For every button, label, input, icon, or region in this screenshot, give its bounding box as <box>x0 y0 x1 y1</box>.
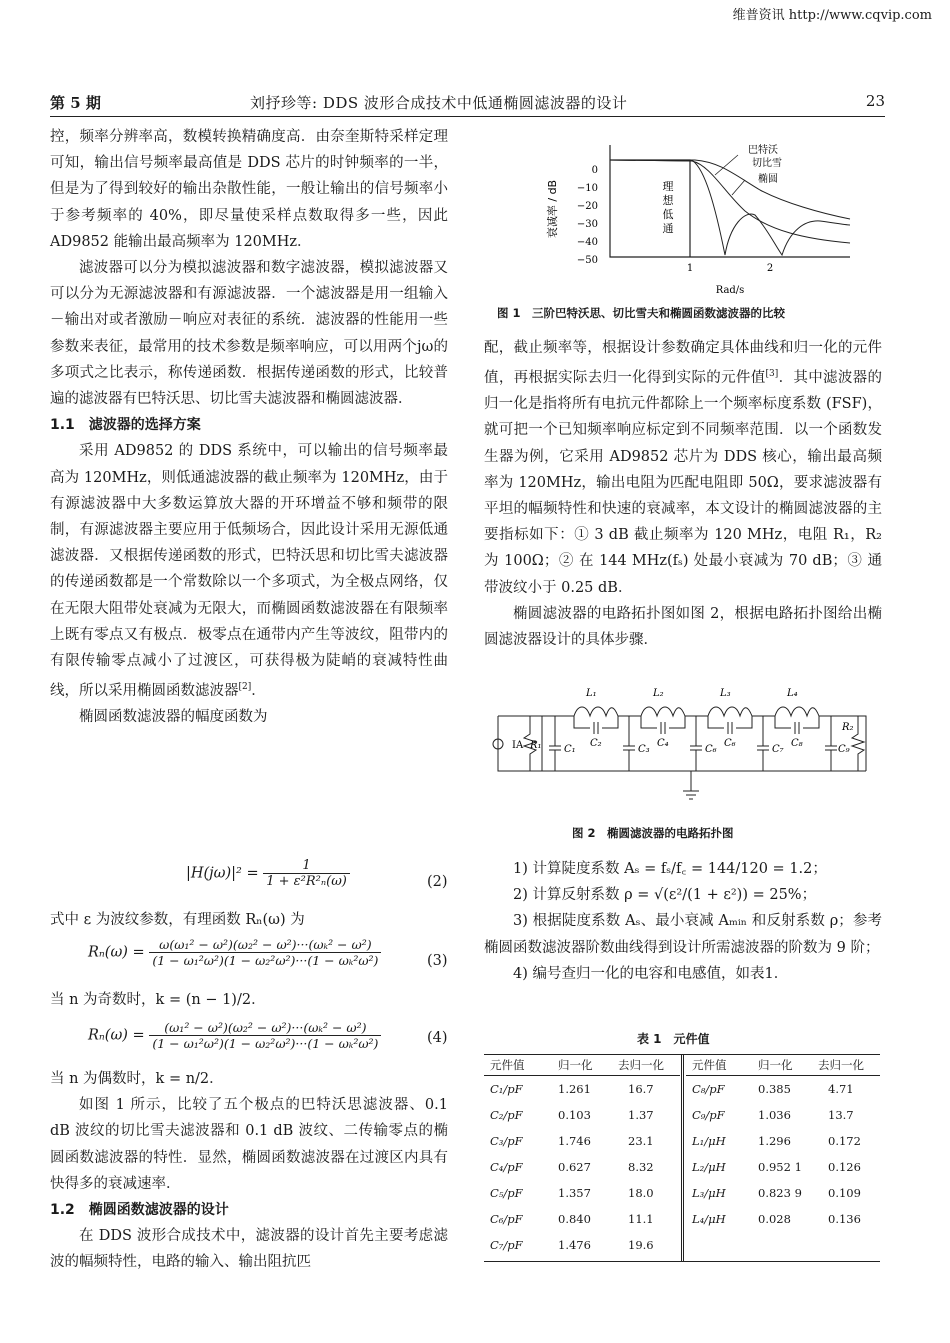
paragraph: 配，截止频率等，根据设计参数确定具体曲线和归一化的元件值，再根据实际去归一化得到实际的元件值[3]．其中滤波器的归一化是指将所有电抗元件都除上一个频率标度系数 (FSF)，就可把一个已知频率响应标定到不同频率范围．以一个函数发生器为例，它采用 AD9852 芯片为 DDS 核心，输出最高频率为 120MHz，输出电阻为匹配电阻即 50Ω，要求滤波器有平坦的幅频特性和快速的衰减率，本文设计的椭圆滤波器的主要指标如下：① 3 dB 截止频率为 120 MHz，电阻 R₁，R₂ 为 100Ω；② 在 144 MHz(fₛ) 处最小衰减为 70 dB；③ 通带波纹小于 0.25 dB． <box>484 340 883 596</box>
table-1-title: 表 1 元件值 <box>637 1032 710 1046</box>
label-c6: C₆ <box>724 738 736 749</box>
inductor-l3 <box>708 707 752 716</box>
citation: [3] <box>765 369 779 380</box>
right-column <box>484 335 882 653</box>
issue-number: 第 5 期 <box>50 94 101 112</box>
equation-4 <box>88 1020 381 1051</box>
ideal-label: 想 <box>662 194 674 207</box>
table-divider <box>683 1055 684 1261</box>
shunt-c3 <box>623 716 635 771</box>
equation-number: (4) <box>427 1030 448 1046</box>
running-header <box>50 92 885 117</box>
table-row: C₅/pF 1.357 18.0 <box>490 1186 654 1200</box>
label-c8: C₈ <box>791 738 803 749</box>
col-header: 元件值 <box>692 1058 727 1072</box>
x-tick: 2 <box>766 263 774 274</box>
ideal-label: 理 <box>662 180 674 193</box>
y-axis-label: 衰减率 / dB <box>546 179 559 239</box>
y-tick: −50 <box>576 255 598 266</box>
label-l3: L₃ <box>720 688 731 699</box>
eq-lhs: Rₙ(ω) = <box>88 1027 145 1044</box>
elliptic-curve <box>610 160 850 255</box>
capacitor-c8 <box>775 716 819 734</box>
eq-denominator: (1 − ω₁²ω²)(1 − ω₂²ω²)···(1 − ωₖ²ω²) <box>152 1036 379 1051</box>
shunt-c9 <box>825 716 837 771</box>
legend-pointer <box>715 155 738 175</box>
table-row: C₁/pF 1.261 16.7 <box>490 1082 654 1096</box>
table-row: C₂/pF 0.103 1.37 <box>490 1108 654 1122</box>
section-heading: 1.1 滤波器的选择方案 <box>50 417 201 434</box>
circuit-diagram <box>486 676 882 806</box>
table-row <box>686 1232 880 1258</box>
citation: [2] <box>238 682 252 693</box>
table-left <box>484 1055 680 1258</box>
shunt-c7 <box>757 716 769 771</box>
step: 2) 计算反射系数 ρ = √(ε²/(1 + ε²)) = 25%； <box>513 887 817 904</box>
capacitor-c6 <box>708 716 752 734</box>
paragraph: 在 DDS 波形合成技术中，滤波器的设计首先主要考虑滤波的幅频特性，电路的输入、输出阻抗匹 <box>50 1228 448 1271</box>
table-row: C₇/pF 1.476 19.6 <box>490 1238 654 1252</box>
x-axis-label: Rad/s <box>715 285 745 296</box>
col-header: 去归一化 <box>618 1058 664 1072</box>
section-heading: 1.2 椭圆函数滤波器的设计 <box>50 1202 229 1219</box>
legend-chebyshev: 切比雪 <box>752 158 782 169</box>
label-l4: L₄ <box>787 688 798 699</box>
paragraph: 椭圆函数滤波器的幅度函数为 <box>79 709 268 726</box>
table-row: C₈/pF 0.385 4.71 <box>692 1082 854 1096</box>
table-1 <box>484 1054 880 1262</box>
figure-1-caption: 图 1 三阶巴特沃思、切比雪夫和椭圆函数滤波器的比较 <box>497 306 786 320</box>
ground-symbol <box>683 771 699 799</box>
paragraph: 如图 1 所示，比较了五个极点的巴特沃思滤波器、0.1 dB 波纹的切比雪夫滤波器和 0.1 dB 波纹、二传输零点的椭圆函数滤波器的特性．显然，椭圆函数滤波器在过渡区内具有快得多的衰减速率． <box>50 1097 448 1192</box>
page-number: 23 <box>865 92 885 110</box>
table-row: L₃/μH 0.823 9 0.109 <box>692 1186 861 1200</box>
paragraph: 当 n 为偶数时，k = n/2． <box>50 1071 224 1087</box>
eq-numerator: 1 <box>263 858 350 874</box>
paragraph: 当 n 为奇数时，k = (n − 1)/2． <box>50 992 266 1008</box>
equation-2 <box>186 858 350 889</box>
left-column-d <box>50 1066 448 1276</box>
label-c2: C₂ <box>590 738 602 749</box>
table-row: C₃/pF 1.746 23.1 <box>490 1134 654 1148</box>
ylabel <box>545 180 559 238</box>
chebyshev-curve <box>610 160 850 243</box>
shunt-c1 <box>542 716 561 771</box>
ideal-label: 低 <box>662 208 674 221</box>
right-column-steps <box>484 856 882 987</box>
y-tick: −30 <box>576 219 598 230</box>
y-tick: 0 <box>591 165 598 176</box>
eq-denominator: (1 − ω₁²ω²)(1 − ω₂²ω²)···(1 − ωₖ²ω²) <box>152 953 379 968</box>
table-row: L₄/μH 0.028 0.136 <box>692 1212 861 1226</box>
eq-denominator: 1 + ε²R²ₙ(ω) <box>266 874 347 889</box>
wire <box>498 716 866 771</box>
legend-butterworth: 巴特沃 <box>748 145 778 156</box>
capacitor-c4 <box>641 716 685 734</box>
table-row: L₂/μH 0.952 1 0.126 <box>692 1160 861 1174</box>
paragraph: 椭圆滤波器的电路拓扑图如图 2，根据电路拓扑图给出椭圆滤波器设计的具体步骤． <box>484 605 882 649</box>
y-tick: −40 <box>576 237 598 248</box>
paragraph: 式中 ε 为波纹参数，有理函数 Rₙ(ω) 为 <box>50 912 305 928</box>
table-right <box>686 1055 880 1258</box>
figure-1 <box>520 135 880 300</box>
eq-numerator: (ω₁² − ω²)(ω₂² − ω²)···(ωₖ² − ω²) <box>149 1020 381 1036</box>
step: 1) 计算陡度系数 Aₛ = fₛ/f꜀ = 144/120 = 1.2； <box>513 861 827 877</box>
table-row: C₉/pF 1.036 13.7 <box>692 1108 854 1122</box>
ideal-lowpass-line <box>610 160 690 257</box>
step: 4) 编号查归一化的电容和电感值，如表1． <box>513 965 789 982</box>
label-r2: R₂ <box>842 722 854 733</box>
capacitor-c2 <box>574 716 618 734</box>
x-tick: 1 <box>686 263 694 274</box>
left-column <box>50 124 448 731</box>
inductor-l2 <box>641 707 685 716</box>
step: 3) 根据陡度系数 Aₛ、最小衰减 Aₘᵢₙ 和反射系数 ρ；参考椭圆函数滤波器阶数曲线得到设计所需滤波器的阶数为 9 阶； <box>484 913 882 956</box>
paragraph: 采用 AD9852 的 DDS 系统中，可以输出的信号频率最高为 120MHz，则低通滤波器的截止频率为 120MHz，由于有源滤波器中大多数运算放大器的开环增益不够和频带的限制，有源滤波器主要应用于低频场合，因此设计采用无源低通滤波器．又根据传递函数的形式，巴特沃思和切比雪夫滤波器的传递函数都是一个常数除以一个多项式，为全极点网络，仅在无限大阻带处衰减为无限大，而椭圆函数滤波器在有限频率上既有零点又有极点．极零点在通带内产生等波纹，阻带内的有限传输零点减小了过渡区，可获得极为陡峭的衰减特性曲线，所以采用椭圆函数滤波器[2]． <box>50 443 448 700</box>
table-row: C₆/pF 0.840 11.1 <box>490 1212 654 1226</box>
col-header: 元件值 <box>490 1058 525 1072</box>
watermark: 维普资讯 http://www.cqvip.com <box>732 8 932 23</box>
y-tick: −20 <box>576 201 598 212</box>
equation-3 <box>88 937 381 968</box>
inductor-l4 <box>775 707 819 716</box>
eq-lhs: Rₙ(ω) = <box>88 944 145 961</box>
label-source: IA <box>512 740 524 751</box>
label-l2: L₂ <box>653 688 664 699</box>
equation-number: (3) <box>427 953 448 969</box>
left-column-c <box>50 987 448 1013</box>
inductor-l1 <box>574 707 618 716</box>
resistor-r2 <box>852 716 864 771</box>
label-c4: C₄ <box>657 738 669 749</box>
table-row: C₄/pF 0.627 8.32 <box>490 1160 654 1174</box>
label-c7: C₇ <box>772 744 784 755</box>
eq-numerator: ω(ω₁² − ω²)(ω₂² − ω²)···(ωₖ² − ω²) <box>149 937 381 953</box>
col-header: 去归一化 <box>818 1058 864 1072</box>
table-divider <box>681 1055 682 1261</box>
figure-2-caption: 图 2 椭圆滤波器的电路拓扑图 <box>572 826 734 840</box>
label-c3: C₃ <box>638 744 650 755</box>
equation-number: (2) <box>427 874 448 890</box>
eq-lhs: |H(jω)|² = <box>186 865 259 882</box>
shunt-c5 <box>690 716 702 771</box>
left-column-b <box>50 907 448 933</box>
label-c1: C₁ <box>564 744 576 755</box>
legend-elliptic: 椭圆 <box>758 174 778 185</box>
figure-2 <box>486 676 882 806</box>
ideal-label: 通 <box>662 222 674 235</box>
table-row: L₁/μH 1.296 0.172 <box>692 1134 861 1148</box>
label-l1: L₁ <box>586 688 597 699</box>
running-title: 刘抒珍等: DDS 波形合成技术中低通椭圆滤波器的设计 <box>250 94 628 112</box>
y-tick: −10 <box>576 183 598 194</box>
attenuation-plot <box>520 135 880 300</box>
label-c5: C₆ <box>705 744 717 755</box>
paragraph: 控，频率分辨率高，数模转换精确度高．由奈奎斯特采样定理可知，输出信号频率最高值是 DDS 芯片的时钟频率的一半，但是为了得到较好的输出杂散性能，一般让输出的信号频率小于参考频率的 40%，即尽量使采样点数取得多一些，因此 AD9852 能输出最高频率为 120MHz． <box>50 129 448 250</box>
label-r1: R₁ <box>530 740 542 751</box>
paragraph: 滤波器可以分为模拟滤波器和数字滤波器，模拟滤波器又可以分为无源滤波器和有源滤波器．一个滤波器是用一组输入－输出对或者激励－响应对表征的系统．滤波器的性能用一些参数来表征，最常用的技术参数是频率响应，可以用两个jω的多项式之比表示，称传递函数．根据传递函数的形式，比较普遍的滤波器有巴特沃思、切比雪夫滤波器和椭圆滤波器． <box>50 260 448 408</box>
col-header: 归一化 <box>758 1058 793 1072</box>
legend-pointer <box>732 180 745 195</box>
label-c9: C₉ <box>838 744 850 755</box>
col-header: 归一化 <box>558 1058 593 1072</box>
butterworth-curve <box>610 160 850 219</box>
